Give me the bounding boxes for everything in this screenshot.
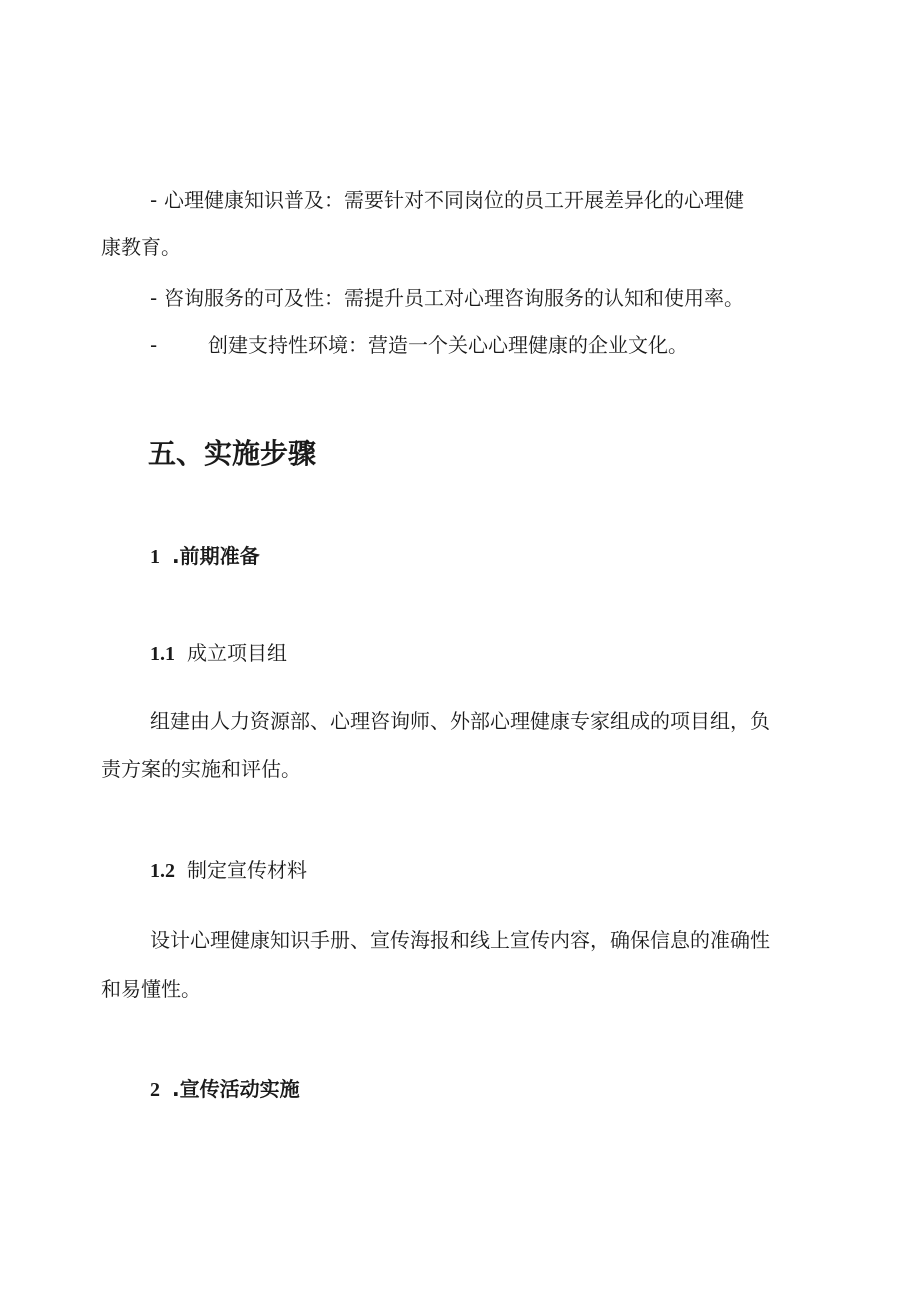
bullet-continuation: 康教育。 <box>101 235 181 259</box>
bullet-item <box>150 332 688 358</box>
substep-heading <box>150 640 287 667</box>
substep-number: 1.2 <box>150 860 175 882</box>
paragraph-line: 组建由人力资源部、心理咨询师、外部心理健康专家组成的项目组，负 <box>150 709 770 733</box>
substep-label: 制定宣传材料 <box>187 858 307 882</box>
bullet-item <box>150 285 744 311</box>
step-heading <box>150 543 260 570</box>
substep-label: 成立项目组 <box>187 641 287 665</box>
paragraph-line: 和易懂性。 <box>101 977 201 1001</box>
step-label: .前期准备 <box>172 544 260 568</box>
step-number: 2 <box>150 1079 160 1101</box>
paragraph-line: 设计心理健康知识手册、宣传海报和线上宣传内容，确保信息的准确性 <box>150 928 770 952</box>
bullet-text: 咨询服务的可及性：需提升员工对心理咨询服务的认知和使用率。 <box>164 286 744 310</box>
paragraph-line: 责方案的实施和评估。 <box>101 757 301 781</box>
step-label: .宣传活动实施 <box>172 1077 300 1101</box>
step-number: 1 <box>150 546 160 568</box>
bullet-dash: - <box>150 188 158 212</box>
step-heading <box>150 1076 300 1103</box>
substep-heading <box>150 857 307 884</box>
bullet-text: 心理健康知识普及：需要针对不同岗位的员工开展差异化的心理健 <box>164 188 744 212</box>
bullet-dash: - <box>150 333 158 357</box>
bullet-text: 创建支持性环境：营造一个关心心理健康的企业文化。 <box>208 333 688 357</box>
bullet-dash: - <box>150 286 158 310</box>
substep-number: 1.1 <box>150 643 175 665</box>
section-title: 五、实施步骤 <box>148 437 317 470</box>
bullet-item <box>150 187 744 213</box>
